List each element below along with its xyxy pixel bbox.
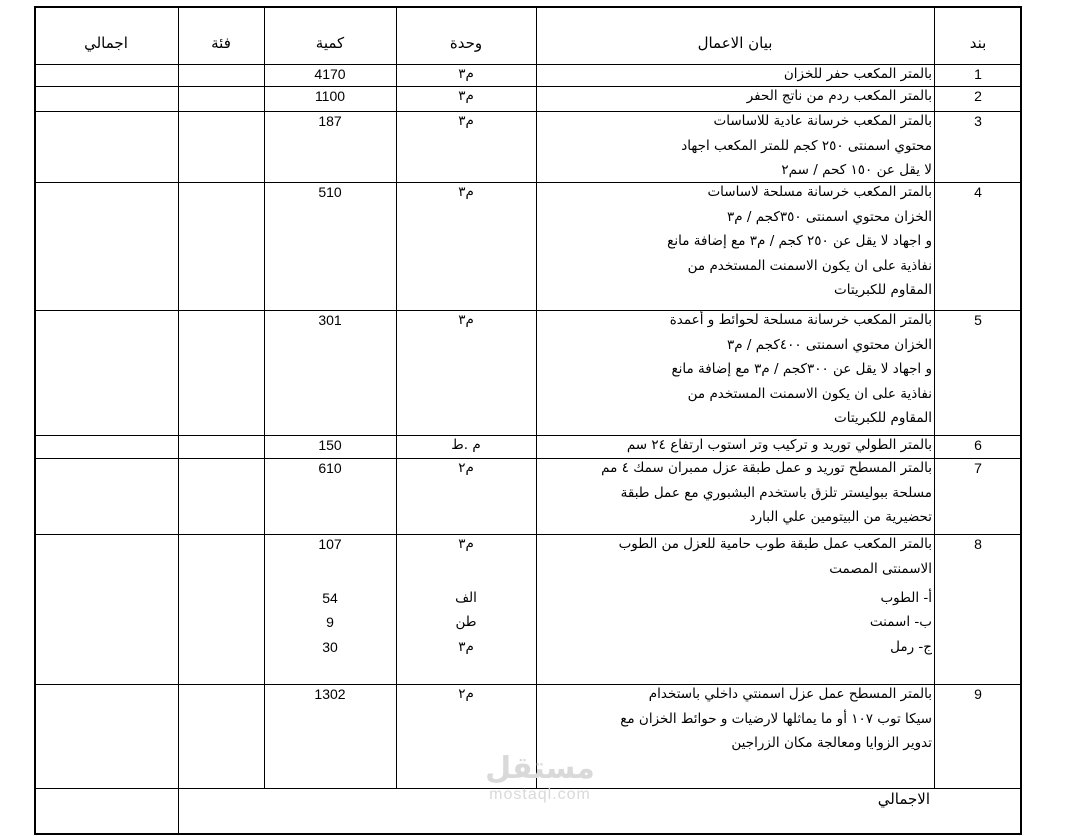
row-description-line: نفاذية على ان يكون الاسمنت المستخدم من <box>687 385 932 402</box>
row-description-line: سيكا توب ١٠٧ أو ما يماثلها لارضيات و حوائط الخزان مع <box>620 710 932 727</box>
row-description-line: الخزان محتوي اسمنتى ٤٠٠كجم / م٣ <box>726 336 932 353</box>
row-line-8 <box>34 684 1022 685</box>
row-item-number: 3 <box>974 113 982 129</box>
subitem-quantity: 54 <box>322 590 338 606</box>
row-description-line: و اجهاد لا يقل عن ٢٥٠ كجم / م٣ مع إضافة مانع <box>667 233 932 249</box>
row-item-number: 6 <box>974 437 982 453</box>
row-item-number: 2 <box>974 88 982 104</box>
watermark-arabic: مستقل <box>485 751 595 786</box>
subitem-unit: الف <box>455 590 477 606</box>
row-description-line: بالمتر المكعب حفر للخزان <box>783 66 932 82</box>
row-line-9 <box>34 788 1022 789</box>
row-description-line: نفاذية على ان يكون الاسمنت المستخدم من <box>687 257 932 274</box>
row-unit: م٣ <box>458 312 474 328</box>
row-description-line: المقاوم للكبريتات <box>834 282 932 298</box>
row-unit: م٢ <box>458 686 474 702</box>
row-unit: م٣ <box>458 536 474 552</box>
row-quantity: 150 <box>318 437 342 453</box>
row-unit: م٣ <box>458 88 474 104</box>
row-item-number: 4 <box>974 184 982 200</box>
row-line-4 <box>34 310 1022 311</box>
row-item-number: 9 <box>974 686 982 702</box>
row-quantity: 187 <box>318 113 342 129</box>
row-description-line: بالمتر المكعب خرسانة مسلحة لاساسات <box>707 184 932 200</box>
row-quantity: 1302 <box>314 686 346 702</box>
row-description-line: مسلحة ببوليستر تلزق باستخدم البشبوري مع عمل طبقة <box>620 484 932 501</box>
row-quantity: 510 <box>318 184 342 200</box>
row-description-line: الخزان محتوي اسمنتى ٣٥٠كجم / م٣ <box>726 208 932 225</box>
subitem-label: ج- رمل <box>890 639 932 655</box>
row-item-number: 5 <box>974 312 982 328</box>
header-total: اجمالي <box>84 34 128 52</box>
row-line-2 <box>34 111 1022 112</box>
row-description-line: محتوي اسمنتى ٢٥٠ كجم للمتر المكعب اجهاد <box>681 137 932 154</box>
header-item: بند <box>969 34 987 52</box>
header-rate: فئة <box>211 34 231 52</box>
row-unit: م٣ <box>458 113 474 129</box>
row-description-line: المقاوم للكبريتات <box>834 410 932 426</box>
header-quantity: كمية <box>315 34 345 52</box>
subitem-quantity: 30 <box>322 639 338 655</box>
row-description-line: بالمتر المكعب خرسانة مسلحة لحوائط و أعمدة <box>669 312 932 328</box>
row-line-0 <box>34 64 1022 65</box>
subitem-label: ب- اسمنت <box>869 614 932 630</box>
row-description-line: تحضيرية من البيتومين علي البارد <box>749 509 932 525</box>
row-description-line: تدوير الزوايا ومعالجة مكان الزراجين <box>731 735 932 751</box>
row-description-line: بالمتر المسطح توريد و عمل طبقة عزل ممبران سمك ٤ مم <box>601 460 932 476</box>
row-item-number: 7 <box>974 460 982 476</box>
row-description-line: الاسمنتى المصمت <box>829 560 932 577</box>
table-border-top <box>34 6 1022 8</box>
header-description: بيان الاعمال <box>697 34 773 52</box>
row-unit: م٢ <box>458 460 474 476</box>
row-description-line: بالمتر الطولي توريد و تركيب وتر استوب ارتفاع ٢٤ سم <box>626 437 932 453</box>
row-quantity: 1100 <box>314 88 346 104</box>
row-quantity: 610 <box>318 460 342 476</box>
footer-total-label: الاجمالي <box>877 790 930 808</box>
row-unit: م٣ <box>458 184 474 200</box>
row-quantity: 4170 <box>314 66 346 82</box>
row-line-5 <box>34 435 1022 436</box>
row-unit: م .ط <box>451 437 481 453</box>
row-unit: م٣ <box>458 66 474 82</box>
row-quantity: 301 <box>318 312 342 328</box>
row-line-7 <box>34 534 1022 535</box>
row-description-line: بالمتر المكعب خرسانة عادية للاساسات <box>713 113 932 129</box>
watermark-latin: mostaql.com <box>489 786 591 803</box>
row-description-line: بالمتر المكعب ردم من ناتج الحفر <box>746 88 932 104</box>
col-line-desc <box>536 6 537 788</box>
row-description-line: بالمتر المسطح عمل عزل اسمنتي داخلي باستخدام <box>648 686 932 702</box>
row-description-line: بالمتر المكعب عمل طبقة طوب حامية للعزل من الطوب <box>618 536 932 552</box>
header-unit: وحدة <box>449 34 483 52</box>
row-quantity: 107 <box>318 536 342 552</box>
subitem-unit: م٣ <box>458 639 474 655</box>
subitem-label: أ- الطوب <box>880 590 932 606</box>
row-item-number: 1 <box>974 66 982 82</box>
row-description-line: لا يقل عن ١٥٠ كحم / سم٢ <box>781 162 932 178</box>
row-item-number: 8 <box>974 536 982 552</box>
table-border-bottom <box>34 833 1022 835</box>
subitem-quantity: 9 <box>326 614 334 630</box>
subitem-unit: طن <box>455 614 477 630</box>
col-line-rate <box>178 6 179 833</box>
row-description-line: و اجهاد لا يقل عن ٣٠٠كجم / م٣ مع إضافة مانع <box>671 361 932 377</box>
table-border-left <box>34 6 36 835</box>
